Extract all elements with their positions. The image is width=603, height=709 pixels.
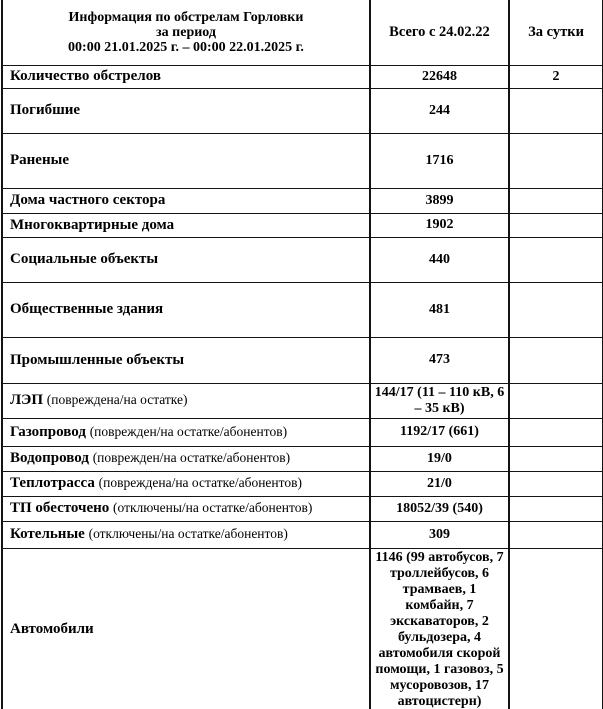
row-daily-value [509, 213, 603, 237]
row-label: ТП обесточено [10, 500, 110, 516]
table-row [2, 133, 603, 188]
row-total-value: 144/17 (11 – 110 кВ, 6 – 35 кВ) [370, 383, 509, 418]
table-title-line2: за период [156, 24, 216, 40]
table-title [2, 0, 370, 65]
table-row [2, 213, 603, 237]
row-total-value: 18052/39 (540) [370, 496, 509, 521]
table-row [2, 282, 603, 337]
row-daily-value [509, 548, 603, 709]
table-body [2, 65, 603, 709]
table-row [2, 521, 603, 548]
row-total-value: 440 [370, 237, 509, 282]
row-label-cell [2, 383, 370, 418]
row-label: Теплотрасса [10, 475, 95, 491]
header-row [2, 0, 603, 65]
row-note: (поврежден/на остатке/абонентов) [92, 450, 291, 465]
row-label-cell [2, 65, 370, 88]
table-row [2, 548, 603, 709]
table-row [2, 471, 603, 496]
row-daily-value [509, 88, 603, 133]
row-note: (повреждена/на остатке) [46, 392, 188, 407]
row-label-cell [2, 471, 370, 496]
table-row [2, 446, 603, 471]
row-daily-value [509, 446, 603, 471]
row-daily-value [509, 383, 603, 418]
row-daily-value [509, 237, 603, 282]
row-daily-value [509, 496, 603, 521]
row-label: Водопровод [10, 450, 89, 466]
row-label-cell [2, 282, 370, 337]
row-label-cell [2, 521, 370, 548]
row-note: (отключены/на остатке/абонентов) [88, 526, 288, 541]
row-label-cell [2, 446, 370, 471]
row-daily-value [509, 418, 603, 446]
row-label: Автомобили [10, 621, 94, 637]
row-label-cell [2, 133, 370, 188]
row-total-value: 473 [370, 337, 509, 383]
row-note: (повреждена/на остатке/абонентов) [98, 475, 302, 490]
table-row [2, 418, 603, 446]
row-daily-value [509, 471, 603, 496]
row-label: Промышленные объекты [10, 351, 185, 368]
row-label-cell [2, 337, 370, 383]
table-row [2, 188, 603, 213]
row-total-value: 22648 [370, 65, 509, 88]
table-row [2, 65, 603, 88]
row-daily-value [509, 188, 603, 213]
row-total-value: 481 [370, 282, 509, 337]
row-total-value: 21/0 [370, 471, 509, 496]
row-label: Многоквартирные дома [10, 216, 175, 233]
row-label-cell [2, 496, 370, 521]
column-header-daily: За сутки [509, 0, 603, 65]
row-note: (отключены/на остатке/абонентов) [113, 500, 313, 515]
row-total-value: 1902 [370, 213, 509, 237]
shelling-report-table [1, 0, 603, 709]
row-note: (поврежден/на остатке/абонентов) [89, 423, 288, 439]
row-label: Общественные здания [10, 301, 164, 317]
table-row [2, 237, 603, 282]
row-total-value: 309 [370, 521, 509, 548]
table-row [2, 383, 603, 418]
table-title-line1: Информация по обстрелам Горловки [68, 9, 304, 25]
column-header-total: Всего с 24.02.22 [370, 0, 509, 65]
row-label: ЛЭП [10, 392, 44, 408]
row-total-value: 3899 [370, 188, 509, 213]
row-daily-value [509, 521, 603, 548]
row-label: Количество обстрелов [10, 68, 161, 84]
row-label-cell [2, 237, 370, 282]
row-total-value: 1192/17 (661) [370, 418, 509, 446]
row-daily-value [509, 133, 603, 188]
row-label-cell [2, 88, 370, 133]
row-daily-value: 2 [509, 65, 603, 88]
row-total-value: 19/0 [370, 446, 509, 471]
row-total-value: 1146 (99 автобусов, 7 троллейбусов, 6 трамваев, 1 комбайн, 7 экскаваторов, 2 бульдозера, 4 автомобиля скорой помощи, 1 газовоз, 5 мусоровозов, 17 автоцистерн) [370, 548, 509, 709]
row-label-cell [2, 213, 370, 237]
row-total-value: 1716 [370, 133, 509, 188]
row-label-cell [2, 188, 370, 213]
row-daily-value [509, 282, 603, 337]
table-row [2, 337, 603, 383]
row-total-value: 244 [370, 88, 509, 133]
row-label: Газопровод [10, 423, 86, 440]
table-row [2, 88, 603, 133]
row-label: Раненые [10, 152, 69, 168]
table-row [2, 496, 603, 521]
row-label: Социальные объекты [10, 251, 159, 267]
row-label-cell [2, 418, 370, 446]
table-title-line3: 00:00 21.01.2025 г. – 00:00 22.01.2025 г. [68, 39, 304, 55]
row-label: Котельные [10, 526, 85, 542]
row-label: Погибшие [10, 102, 81, 118]
row-label: Дома частного сектора [10, 192, 166, 208]
row-daily-value [509, 337, 603, 383]
row-label-cell [2, 548, 370, 709]
